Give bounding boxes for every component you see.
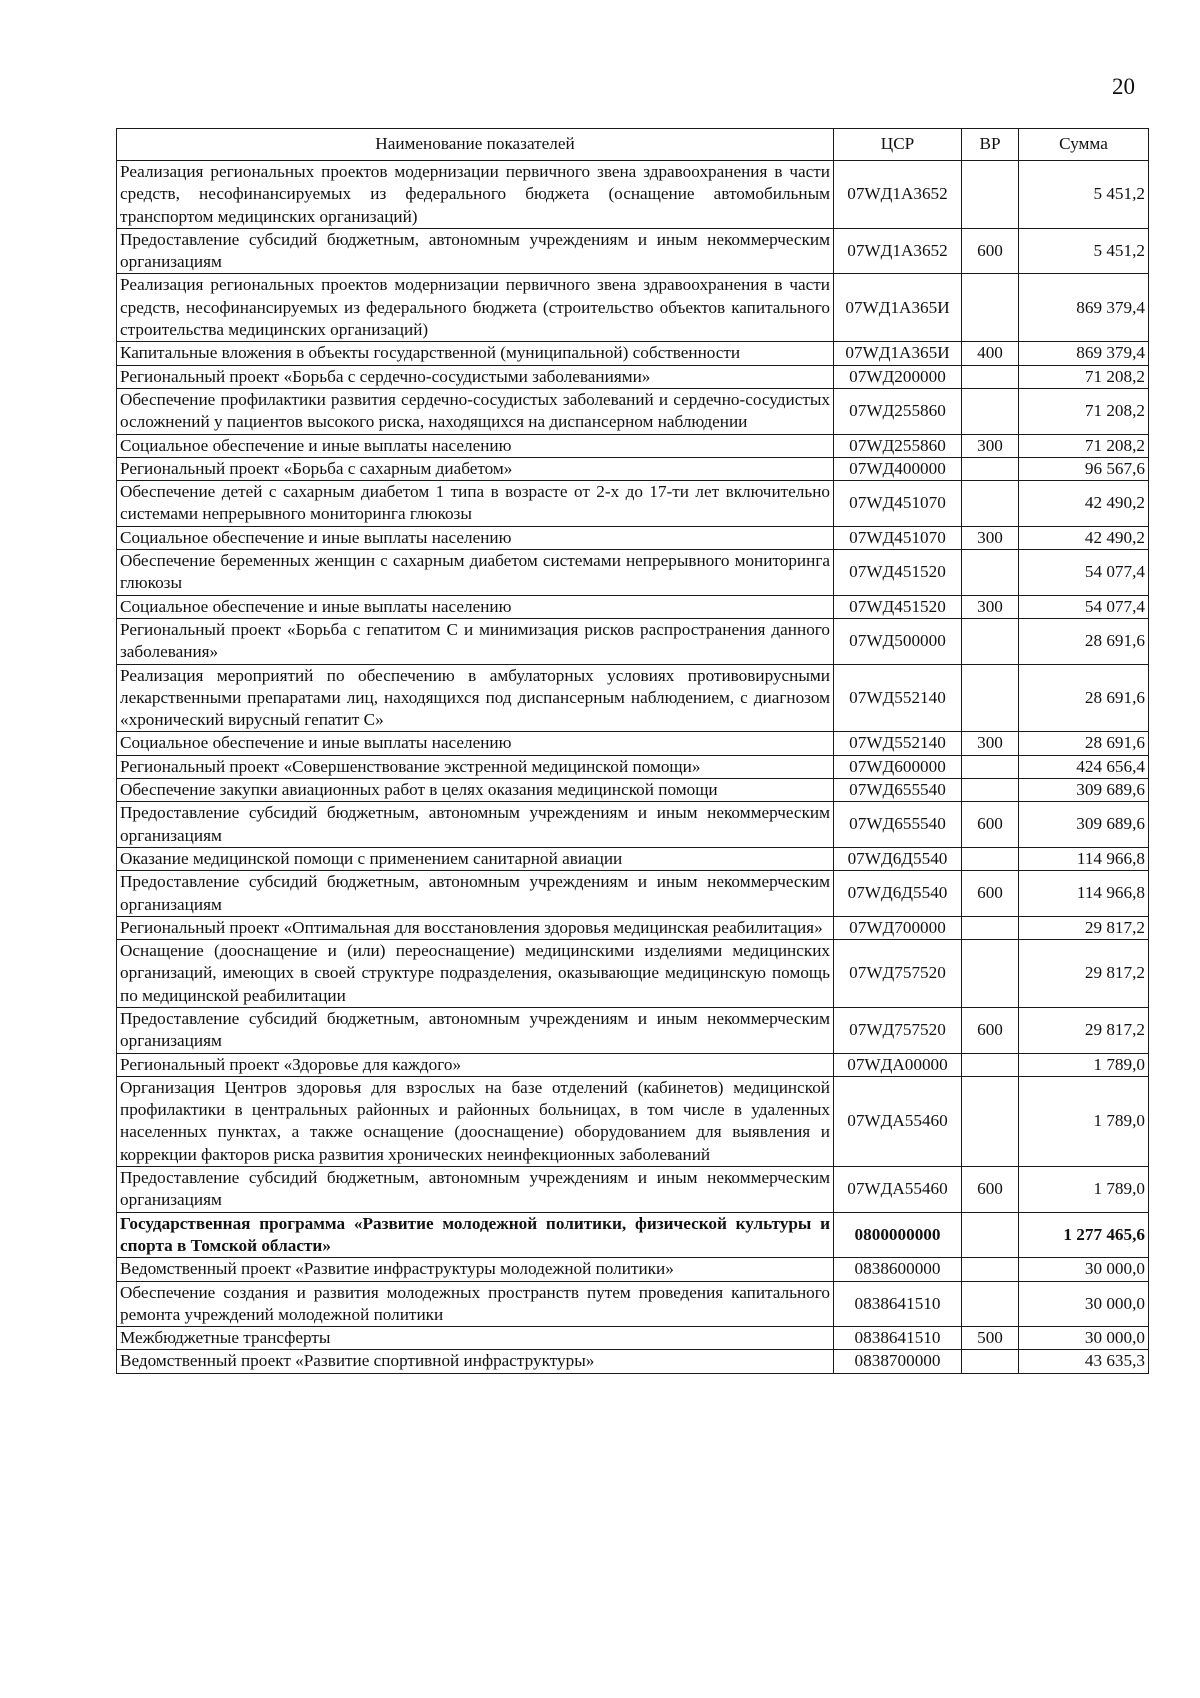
cell-sum: 5 451,2 [1019,228,1149,274]
cell-sum: 1 789,0 [1019,1076,1149,1166]
table-row [117,457,1149,480]
cell-csr: 07WД200000 [834,365,962,388]
table-row [117,228,1149,274]
cell-name: Обеспечение беременных женщин с сахарным диабетом системами непрерывного мониторинга глюкозы [117,550,834,596]
cell-sum: 309 689,6 [1019,779,1149,802]
cell-sum: 30 000,0 [1019,1258,1149,1281]
table-row [117,847,1149,870]
cell-sum: 28 691,6 [1019,618,1149,664]
cell-sum: 42 490,2 [1019,526,1149,549]
table-row [117,1076,1149,1166]
cell-csr: 07WД1А3652 [834,161,962,229]
cell-name: Ведомственный проект «Развитие инфраструктуры молодежной политики» [117,1258,834,1281]
cell-csr: 07WД552140 [834,732,962,755]
cell-vr [962,755,1019,778]
cell-csr: 07WД451070 [834,481,962,527]
cell-name: Предоставление субсидий бюджетным, автономным учреждениям и иным некоммерческим организациям [117,871,834,917]
table-header-row [117,129,1149,161]
table-row [117,388,1149,434]
cell-vr [962,1053,1019,1076]
cell-name: Социальное обеспечение и иные выплаты населению [117,595,834,618]
cell-sum: 114 966,8 [1019,871,1149,917]
cell-name: Межбюджетные трансферты [117,1327,834,1350]
cell-vr: 300 [962,595,1019,618]
cell-sum: 29 817,2 [1019,916,1149,939]
cell-name: Региональный проект «Борьба с сердечно-сосудистыми заболеваниями» [117,365,834,388]
cell-sum: 28 691,6 [1019,664,1149,732]
cell-sum: 29 817,2 [1019,1007,1149,1053]
cell-sum: 71 208,2 [1019,434,1149,457]
cell-csr: 07WД451520 [834,550,962,596]
cell-sum: 869 379,4 [1019,274,1149,342]
cell-name: Реализация региональных проектов модернизации первичного звена здравоохранения в части средств, несофинансируемых из федерального бюджета (оснащение автомобильным транспортом медицинских организаций) [117,161,834,229]
cell-name: Предоставление субсидий бюджетным, автономным учреждениям и иным некоммерческим организациям [117,1007,834,1053]
cell-vr [962,550,1019,596]
table-row [117,1007,1149,1053]
cell-csr: 0838641510 [834,1327,962,1350]
cell-sum: 71 208,2 [1019,365,1149,388]
table-row [117,916,1149,939]
table-row [117,365,1149,388]
table-row [117,550,1149,596]
table-row [117,595,1149,618]
cell-vr: 600 [962,871,1019,917]
table-row [117,871,1149,917]
cell-name: Предоставление субсидий бюджетным, автономным учреждениям и иным некоммерческим организациям [117,228,834,274]
cell-sum: 30 000,0 [1019,1327,1149,1350]
table-row [117,1258,1149,1281]
table-row [117,802,1149,848]
cell-csr: 07WД6Д5540 [834,847,962,870]
table-row [117,1053,1149,1076]
cell-vr [962,940,1019,1008]
header-vr: ВР [962,129,1019,161]
cell-name: Региональный проект «Борьба с гепатитом С и минимизация рисков распространения данного заболевания» [117,618,834,664]
cell-csr: 07WД757520 [834,940,962,1008]
header-sum: Сумма [1019,129,1149,161]
cell-vr [962,457,1019,480]
cell-vr [962,274,1019,342]
cell-vr [962,916,1019,939]
cell-csr: 07WДА55460 [834,1076,962,1166]
table-row [117,274,1149,342]
cell-sum: 71 208,2 [1019,388,1149,434]
cell-name: Капитальные вложения в объекты государственной (муниципальной) собственности [117,342,834,365]
cell-csr: 07WДА55460 [834,1167,962,1213]
cell-csr: 07WД500000 [834,618,962,664]
cell-vr: 600 [962,802,1019,848]
cell-name: Ведомственный проект «Развитие спортивной инфраструктуры» [117,1350,834,1373]
cell-csr: 07WД655540 [834,779,962,802]
cell-vr [962,847,1019,870]
cell-name: Предоставление субсидий бюджетным, автономным учреждениям и иным некоммерческим организациям [117,802,834,848]
cell-vr [962,388,1019,434]
cell-vr [962,664,1019,732]
cell-name: Организация Центров здоровья для взрослых на базе отделений (кабинетов) медицинской профилактики в центральных районных и районных больницах, в том числе в удаленных населенных пунктах, а также оснащение (дооснащение) оборудованием для выявления и коррекции факторов риска развития хронических неинфекционных заболеваний [117,1076,834,1166]
header-name: Наименование показателей [117,129,834,161]
cell-csr: 07WД700000 [834,916,962,939]
cell-name: Оказание медицинской помощи с применением санитарной авиации [117,847,834,870]
cell-sum: 1 789,0 [1019,1167,1149,1213]
table-row [117,161,1149,229]
table-row [117,779,1149,802]
page-number: 20 [1112,74,1135,99]
cell-csr: 07WДА00000 [834,1053,962,1076]
table-row [117,434,1149,457]
header-csr: ЦСР [834,129,962,161]
cell-sum: 43 635,3 [1019,1350,1149,1373]
cell-name: Обеспечение профилактики развития сердечно-сосудистых заболеваний и сердечно-сосудистых осложнений у пациентов высокого риска, находящихся на диспансерном наблюдении [117,388,834,434]
table-row [117,1281,1149,1327]
cell-csr: 07WД757520 [834,1007,962,1053]
cell-sum: 5 451,2 [1019,161,1149,229]
cell-sum: 96 567,6 [1019,457,1149,480]
cell-sum: 42 490,2 [1019,481,1149,527]
cell-csr: 07WД655540 [834,802,962,848]
cell-csr: 0838641510 [834,1281,962,1327]
cell-name: Социальное обеспечение и иные выплаты населению [117,434,834,457]
cell-vr [962,1212,1019,1258]
cell-vr [962,161,1019,229]
budget-table [116,128,1149,1374]
cell-csr: 07WД552140 [834,664,962,732]
cell-csr: 07WД255860 [834,434,962,457]
cell-sum: 54 077,4 [1019,550,1149,596]
cell-name: Региональный проект «Здоровье для каждого» [117,1053,834,1076]
cell-name: Региональный проект «Борьба с сахарным диабетом» [117,457,834,480]
table-row [117,618,1149,664]
cell-csr: 07WД1А3652 [834,228,962,274]
cell-vr [962,1076,1019,1166]
cell-sum: 54 077,4 [1019,595,1149,618]
cell-vr: 300 [962,732,1019,755]
cell-name: Обеспечение детей с сахарным диабетом 1 типа в возрасте от 2-х до 17-ти лет включительно системами непрерывного мониторинга глюкозы [117,481,834,527]
cell-csr: 0838600000 [834,1258,962,1281]
table-row [117,940,1149,1008]
cell-csr: 07WД1А365И [834,274,962,342]
table-row [117,755,1149,778]
cell-csr: 07WД400000 [834,457,962,480]
table-row [117,342,1149,365]
cell-csr: 07WД451520 [834,595,962,618]
table-body [117,161,1149,1374]
table-row [117,1167,1149,1213]
cell-sum: 29 817,2 [1019,940,1149,1008]
cell-csr: 07WД255860 [834,388,962,434]
cell-vr: 300 [962,434,1019,457]
cell-csr: 0800000000 [834,1212,962,1258]
cell-sum: 30 000,0 [1019,1281,1149,1327]
cell-csr: 0838700000 [834,1350,962,1373]
cell-vr: 600 [962,228,1019,274]
cell-name: Обеспечение создания и развития молодежных пространств путем проведения капитального ремонта учреждений молодежной политики [117,1281,834,1327]
cell-vr: 400 [962,342,1019,365]
cell-sum: 869 379,4 [1019,342,1149,365]
cell-csr: 07WД1А365И [834,342,962,365]
cell-csr: 07WД6Д5540 [834,871,962,917]
cell-name: Социальное обеспечение и иные выплаты населению [117,526,834,549]
cell-vr [962,1281,1019,1327]
table-row [117,526,1149,549]
cell-name: Обеспечение закупки авиационных работ в целях оказания медицинской помощи [117,779,834,802]
cell-vr [962,779,1019,802]
cell-sum: 28 691,6 [1019,732,1149,755]
cell-vr [962,618,1019,664]
cell-vr: 300 [962,526,1019,549]
cell-vr [962,1350,1019,1373]
cell-name: Социальное обеспечение и иные выплаты населению [117,732,834,755]
cell-sum: 1 277 465,6 [1019,1212,1149,1258]
cell-vr [962,1258,1019,1281]
cell-name: Реализация мероприятий по обеспечению в амбулаторных условиях противовирусными лекарственными препаратами лиц, находящихся под диспансерным наблюдением, с диагнозом «хронический вирусный гепатит С» [117,664,834,732]
table-row [117,732,1149,755]
cell-name: Предоставление субсидий бюджетным, автономным учреждениям и иным некоммерческим организациям [117,1167,834,1213]
cell-vr [962,481,1019,527]
cell-name: Государственная программа «Развитие молодежной политики, физической культуры и спорта в Томской области» [117,1212,834,1258]
cell-sum: 309 689,6 [1019,802,1149,848]
table-row [117,1212,1149,1258]
cell-name: Реализация региональных проектов модернизации первичного звена здравоохранения в части средств, несофинансируемых из федерального бюджета (строительство объектов капитального строительства медицинских организаций) [117,274,834,342]
cell-csr: 07WД451070 [834,526,962,549]
cell-csr: 07WД600000 [834,755,962,778]
cell-sum: 114 966,8 [1019,847,1149,870]
cell-vr: 600 [962,1167,1019,1213]
table-row [117,664,1149,732]
cell-name: Региональный проект «Совершенствование экстренной медицинской помощи» [117,755,834,778]
table-row [117,1350,1149,1373]
cell-vr [962,365,1019,388]
cell-name: Региональный проект «Оптимальная для восстановления здоровья медицинская реабилитация» [117,916,834,939]
table-row [117,481,1149,527]
cell-vr: 600 [962,1007,1019,1053]
cell-sum: 424 656,4 [1019,755,1149,778]
cell-vr: 500 [962,1327,1019,1350]
cell-sum: 1 789,0 [1019,1053,1149,1076]
table-row [117,1327,1149,1350]
cell-name: Оснащение (дооснащение и (или) переоснащение) медицинскими изделиями медицинских организаций, имеющих в своей структуре подразделения, оказывающие медицинскую помощь по медицинской реабилитации [117,940,834,1008]
